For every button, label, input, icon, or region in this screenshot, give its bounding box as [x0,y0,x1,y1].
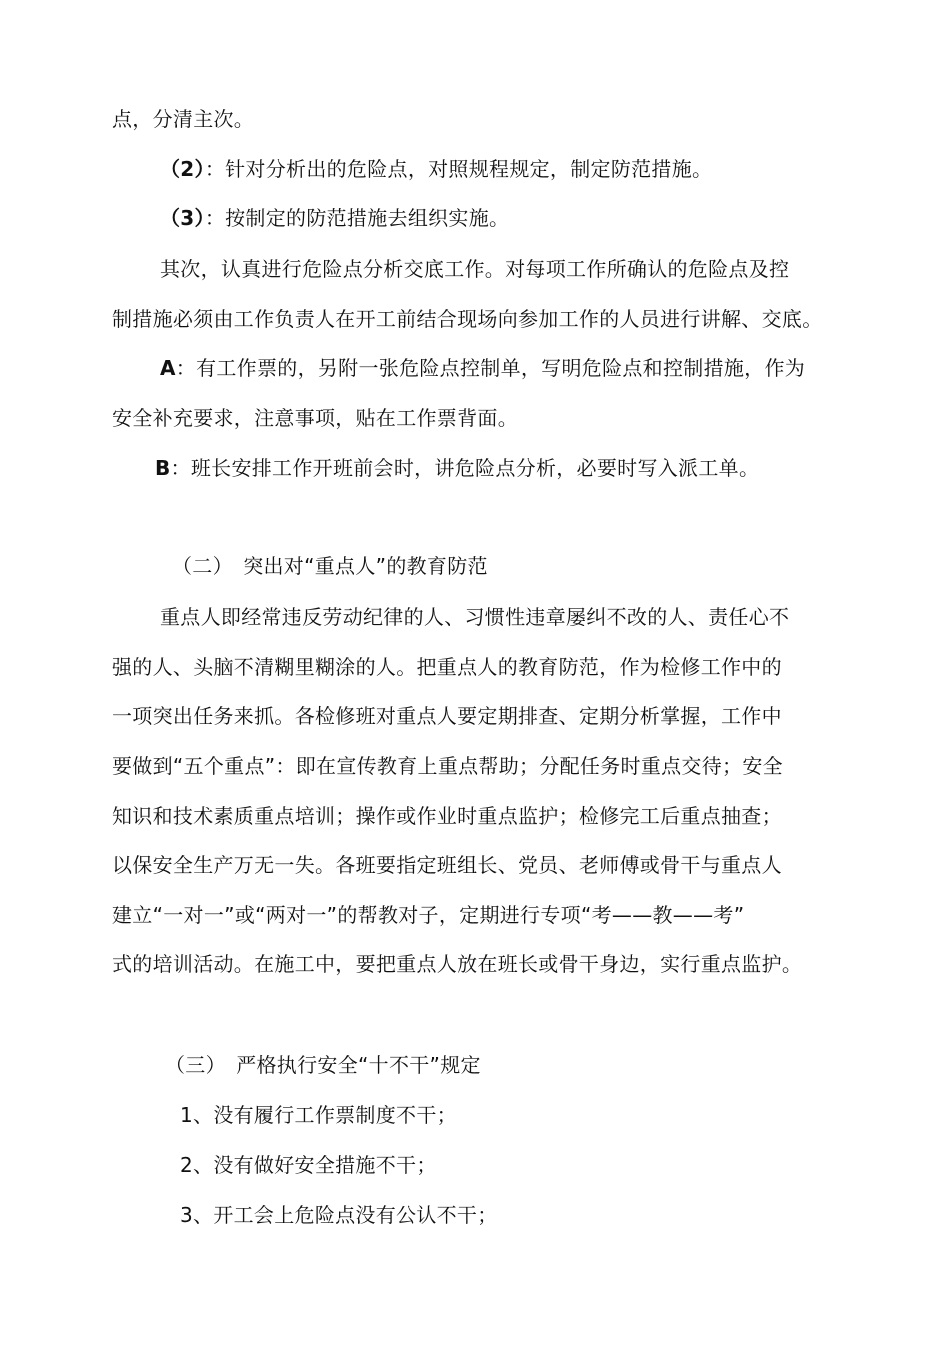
item-label: B [155,456,171,480]
paragraph-line: 点，分清主次。 [112,107,255,131]
item-text: ：按制定的防范措施去组织实施。 [204,206,510,230]
numbered-item-2 [160,156,712,182]
item-text: ：有工作票的，另附一张危险点控制单，写明危险点和控制措施，作为 [175,356,806,380]
paragraph-line: 制措施必须由工作负责人在开工前结合现场向参加工作的人员进行讲解、交底。 [112,307,823,331]
item-label: （2） [160,157,205,181]
lettered-item-b [155,455,759,481]
paragraph-line: 其次，认真进行危险点分析交底工作。对每项工作所确认的危险点及控 [160,257,790,281]
paragraph-line: 知识和技术素质重点培训；操作或作业时重点监护；检修完工后重点抽查； [112,804,782,828]
item-label: （3） [160,206,205,230]
paragraph-line: 以保安全生产万无一失。各班要指定班组长、党员、老师傅或骨干与重点人 [112,853,782,877]
item-text: ：针对分析出的危险点，对照规程规定，制定防范措施。 [204,157,713,181]
list-item: 1、没有履行工作票制度不干； [180,1103,457,1127]
lettered-item-a [160,355,805,381]
section-heading-2: （二） 突出对“重点人”的教育防范 [172,554,488,578]
paragraph-line: 重点人即经常违反劳动纪律的人、习惯性违章屡纠不改的人、责任心不 [160,605,790,629]
paragraph-line: 一项突出任务来抓。各检修班对重点人要定期排查、定期分析掌握，工作中 [112,704,782,728]
paragraph-line: 建立“一对一”或“两对一”的帮教对子，定期进行专项“考——教——考” [112,903,745,927]
section-heading-3: （三） 严格执行安全“十不干”规定 [165,1053,481,1077]
paragraph-line: 安全补充要求，注意事项，贴在工作票背面。 [112,406,518,430]
paragraph-line: 要做到“五个重点”：即在宣传教育上重点帮助；分配任务时重点交待；安全 [112,754,783,778]
paragraph-line: 式的培训活动。在施工中，要把重点人放在班长或骨干身边，实行重点监护。 [112,952,803,976]
item-label: A [160,356,176,380]
paragraph-line: 强的人、头脑不清糊里糊涂的人。把重点人的教育防范，作为检修工作中的 [112,655,782,679]
list-item: 2、没有做好安全措施不干； [180,1153,437,1177]
list-item: 3、开工会上危险点没有公认不干； [180,1203,498,1227]
item-text: ：班长安排工作开班前会时，讲危险点分析，必要时写入派工单。 [170,456,760,480]
numbered-item-3 [160,205,509,231]
